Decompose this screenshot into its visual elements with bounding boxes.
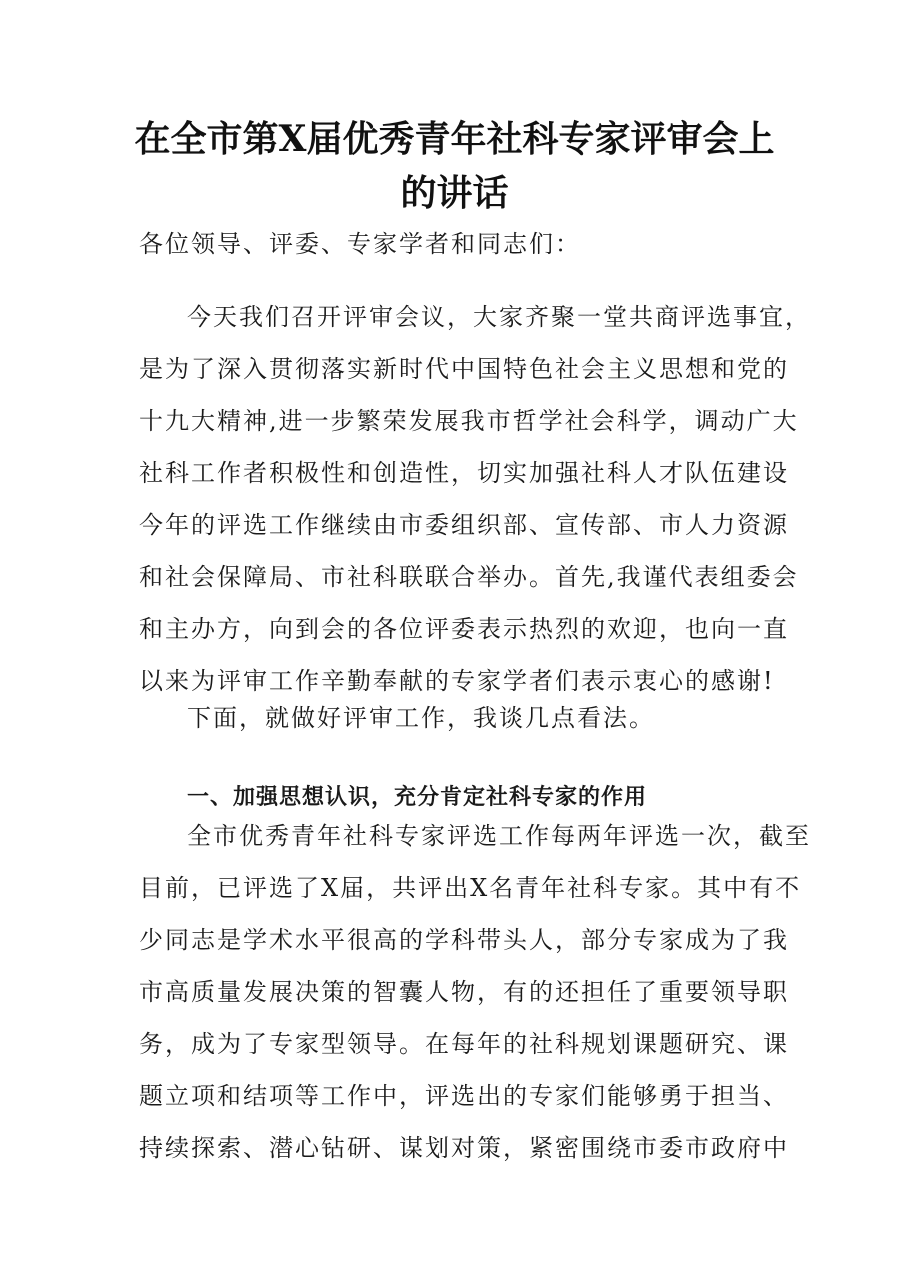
text-line: 务，成为了专家型领导。在每年的社科规划课题研究、课 [139, 1030, 789, 1058]
text-line: 社科工作者积极性和创造性，切实加强社科人才队伍建设 [139, 459, 789, 487]
title-line: 的讲话 [400, 172, 509, 214]
text-line: 少同志是学术水平很高的学科带头人，部分专家成为了我 [139, 926, 789, 954]
text-line: 市高质量发展决策的智囊人物，有的还担任了重要领导职 [139, 978, 789, 1006]
text-line: 今年的评选工作继续由市委组织部、宣传部、市人力资源 [139, 511, 789, 539]
document-title [120, 112, 789, 220]
text-line: 持续探索、潜心钻研、谋划对策，紧密围绕市委市政府中 [139, 1134, 789, 1162]
text-line: 和社会保障局、市社科联联合举办。首先,我谨代表组委会 [139, 563, 799, 591]
title-line: 在全市第X届优秀青年社科专家评审会上 [134, 118, 775, 160]
text-line: 是为了深入贯彻落实新时代中国特色社会主义思想和党的 [139, 355, 789, 383]
text-line: 以来为评审工作辛勤奉献的专家学者们表示衷心的感谢! [139, 667, 775, 695]
text-line: 十九大精神,进一步繁荣发展我市哲学社会科学，调动广大 [139, 407, 799, 435]
salutation [139, 218, 771, 270]
text-line: 题立项和结项等工作中，评选出的专家们能够勇于担当、 [139, 1082, 789, 1110]
text-line: 目前，已评选了X届，共评出X名青年社科专家。其中有不 [139, 874, 802, 902]
text-line: 全市优秀青年社科专家评选工作每两年评选一次，截至 [187, 822, 811, 850]
paragraph-transition [139, 692, 771, 744]
text-line: 和主办方，向到会的各位评委表示热烈的欢迎，也向一直 [139, 615, 789, 643]
text-line: 今天我们召开评审会议，大家齐聚一堂共商评选事宜， [187, 303, 811, 331]
paragraph-section-1 [139, 810, 811, 1174]
text-line: 下面，就做好评审工作，我谈几点看法。 [187, 704, 655, 732]
section-heading-text: 一、加强思想认识，充分肯定社科专家的作用 [187, 785, 648, 810]
paragraph-opening [139, 291, 811, 707]
salutation-text: 各位领导、评委、专家学者和同志们： [139, 230, 581, 258]
